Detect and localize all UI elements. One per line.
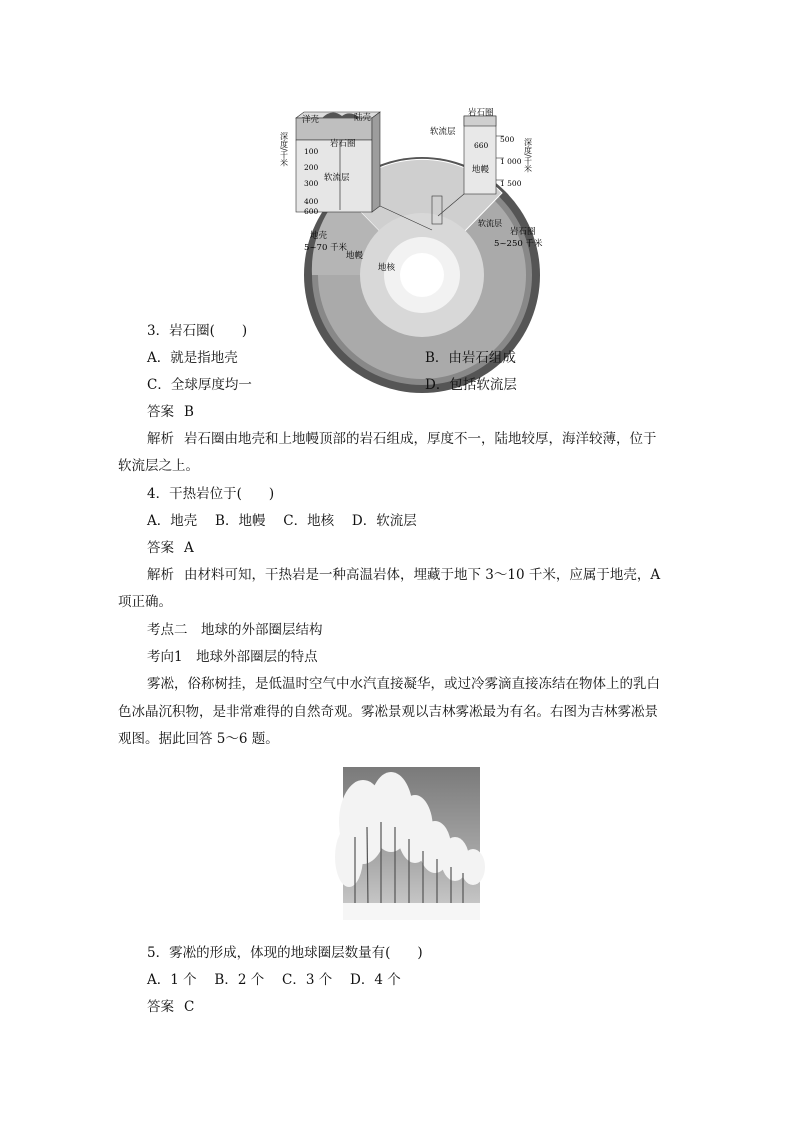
q3-stem: 3．岩石圈( ) [147,323,248,339]
q4-options: A．地壳 B．地幔 C．地核 D．软流层 [147,513,417,529]
tick-left-200: 200 [304,163,319,172]
q3-option-b: B．由岩石组成 [425,350,516,366]
label-lithosphere-left: 岩石圈 [330,139,356,149]
label-rock-circle: 岩石圈 [510,227,536,237]
label-asthenosphere-curve: 软流层 [478,219,502,228]
label-asthenosphere-left: 软流层 [324,173,350,183]
q4-analysis-line1 [147,565,660,585]
label-core: 地核 [378,263,396,273]
mantle-block-right [464,116,504,194]
q3-option-d: D．包括软流层 [425,377,517,393]
label-lithosphere-right: 岩石圈 [468,108,494,118]
answer-label: 答案 [147,404,174,420]
q4-stem: 4．干热岩位于( ) [147,486,275,502]
label-mantle-box: 地幔 [472,165,490,175]
passage-line2: 色冰晶沉积物，是非常难得的自然奇观。雾凇景观以吉林雾凇最为有名。右图为吉林雾凇景 [118,704,658,720]
q3-answer [147,402,194,422]
answer-value: A [184,540,194,556]
q5-answer [147,997,194,1017]
label-lithosphere-thickness: 5~250 千米 [494,239,543,249]
analysis-label: 解析 [147,567,174,583]
tick-left-100: 100 [304,147,319,156]
label-crust-thickness: 5~70 千米 [304,243,348,253]
passage-line1: 雾凇，俗称树挂，是低温时空气中水汽直接凝华，或过冷雾滴直接冻结在物体上的乳白 [147,676,660,692]
q3-analysis-line2: 软流层之上。 [118,458,199,474]
label-continental-crust: 陆壳 [354,113,372,123]
section-subtitle: 考向1 地球外部圈层的特点 [147,649,318,665]
label-crust-note: 地壳 [310,231,328,241]
analysis-text: 由材料可知，干热岩是一种高温岩体，埋藏于地下 3～10 千米，应属于地壳，A [184,567,661,583]
snow-ground [343,903,480,920]
q4-analysis-line2: 项正确。 [118,594,172,610]
analysis-label: 解析 [147,431,174,447]
answer-value: C [184,999,195,1015]
q3-analysis-line1 [147,429,657,449]
answer-value: B [184,404,194,420]
tick-right-500: 500 [500,135,515,144]
q5-stem: 5．雾凇的形成，体现的地球圈层数量有( ) [147,945,423,961]
label-mantle: 地幔 [346,251,364,261]
label-asthenosphere-right: 软流层 [430,127,456,137]
q3-option-a: A．就是指地壳 [147,350,238,366]
section-title: 考点二 地球的外部圈层结构 [147,622,323,638]
answer-label: 答案 [147,540,174,556]
answer-label: 答案 [147,999,174,1015]
label-depth-left: 深度/千米 [279,132,289,167]
tick-left-600: 600 [304,207,319,216]
passage-line3: 观图。据此回答 5～6 题。 [118,731,279,747]
tick-right-660: 660 [474,141,489,150]
label-depth-right: 深度/千米 [523,138,533,173]
q5-options: A．1 个 B．2 个 C．3 个 D．4 个 [147,972,401,988]
tick-left-400: 400 [304,197,319,206]
tick-left-300: 300 [304,179,319,188]
tick-right-1000: 1 000 [500,157,522,166]
analysis-text: 岩石圈由地壳和上地幔顶部的岩石组成，厚度不一，陆地较厚，海洋较薄，位于 [184,431,657,447]
rime-landscape-photo [343,767,480,920]
q4-answer [147,538,194,558]
earth-structure-diagram [279,108,548,300]
q3-option-c: C．全球厚度均一 [147,377,252,393]
tick-right-1500: 1 500 [500,179,522,188]
label-ocean-crust: 洋壳 [302,115,320,125]
